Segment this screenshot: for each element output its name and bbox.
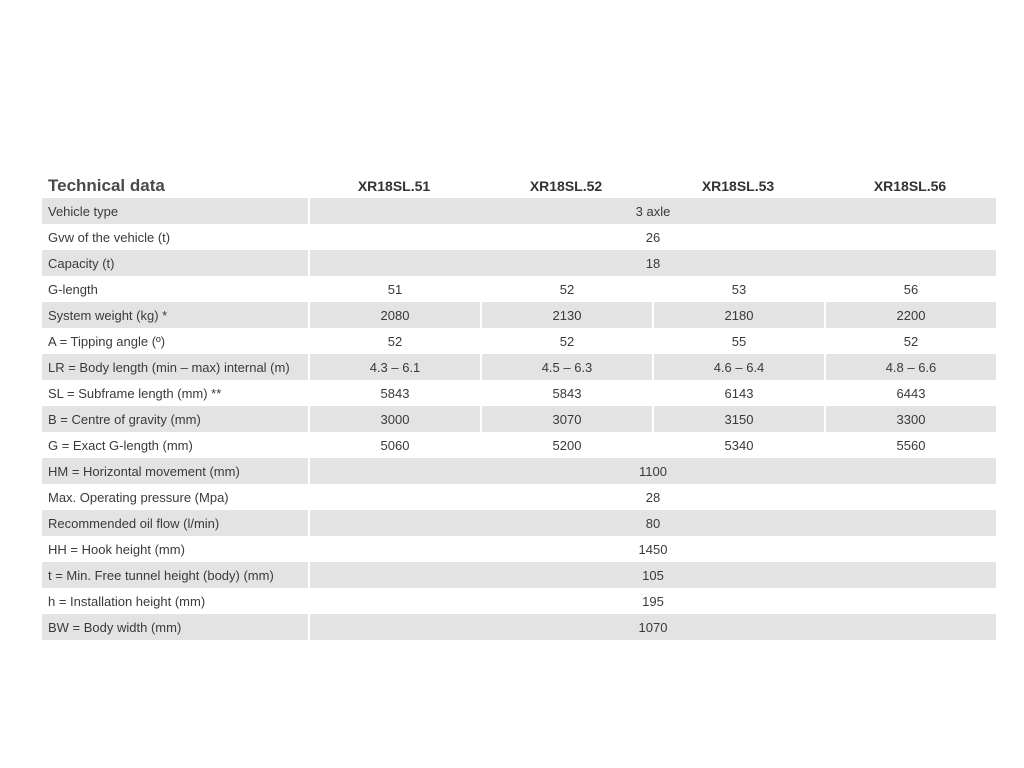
row-value: 4.8 – 6.6 [824,354,996,380]
row-value: 2200 [824,302,996,328]
row-value: 56 [824,276,996,302]
table-row-system-weight [42,302,996,328]
table-row-vehicle-type [42,198,996,224]
row-label: Gvw of the vehicle (t) [48,229,171,245]
row-value: 2080 [308,302,480,328]
table-row-hook-height [42,536,996,562]
row-value: 5060 [308,432,480,458]
table-row-body-length [42,354,996,380]
row-value: 3300 [824,406,996,432]
table-title: Technical data [48,176,165,195]
row-label: A = Tipping angle (º) [48,333,166,349]
row-value: 3150 [652,406,824,432]
model-header-xr18sl-52: XR18SL.52 [529,178,603,194]
row-label: Capacity (t) [48,255,115,271]
row-value: 3 axle [308,198,996,224]
model-header-xr18sl-56: XR18SL.56 [873,178,947,194]
table-row-body-width [42,614,996,640]
row-label: Max. Operating pressure (Mpa) [48,489,229,505]
row-value: 51 [308,276,480,302]
row-value: 1100 [308,458,996,484]
row-value: 5843 [308,380,480,406]
row-label: t = Min. Free tunnel height (body) (mm) [48,567,274,583]
row-value: 28 [308,484,996,510]
table-row-operating-pressure [42,484,996,510]
table-row-gvw [42,224,996,250]
row-value: 80 [308,510,996,536]
row-value: 52 [480,276,652,302]
row-value: 6143 [652,380,824,406]
model-header-xr18sl-53: XR18SL.53 [701,178,775,194]
table-row-exact-g-length [42,432,996,458]
row-value: 6443 [824,380,996,406]
row-value: 26 [308,224,996,250]
table-row-oil-flow [42,510,996,536]
row-label: HM = Horizontal movement (mm) [48,463,240,479]
row-label: h = Installation height (mm) [48,593,206,609]
table-row-installation-height [42,588,996,614]
row-label: Recommended oil flow (l/min) [48,515,220,531]
table-header-row [42,170,996,198]
row-value: 1450 [308,536,996,562]
row-value: 4.6 – 6.4 [652,354,824,380]
row-label: HH = Hook height (mm) [48,541,185,557]
row-label: SL = Subframe length (mm) ** [48,385,222,401]
table-row-capacity [42,250,996,276]
row-value: 105 [308,562,996,588]
row-value: 53 [652,276,824,302]
row-value: 1070 [308,614,996,640]
model-header-xr18sl-51: XR18SL.51 [357,178,431,194]
table-row-subframe-length [42,380,996,406]
row-label: Vehicle type [48,203,119,219]
row-label: B = Centre of gravity (mm) [48,411,201,427]
row-label: System weight (kg) * [48,307,168,323]
row-value: 2130 [480,302,652,328]
row-value: 4.5 – 6.3 [480,354,652,380]
row-value: 5340 [652,432,824,458]
row-value: 195 [308,588,996,614]
row-value: 4.3 – 6.1 [308,354,480,380]
row-value: 52 [480,328,652,354]
table-row-horizontal-movement [42,458,996,484]
technical-data-table [42,170,996,640]
row-value: 5200 [480,432,652,458]
row-value: 18 [308,250,996,276]
row-label: G-length [48,281,98,297]
row-value: 55 [652,328,824,354]
row-value: 5560 [824,432,996,458]
row-value: 52 [308,328,480,354]
row-label: BW = Body width (mm) [48,619,182,635]
row-value: 5843 [480,380,652,406]
row-value: 2180 [652,302,824,328]
row-label: LR = Body length (min – max) internal (m) [48,359,290,375]
table-row-tunnel-height [42,562,996,588]
row-value: 52 [824,328,996,354]
table-row-tipping-angle [42,328,996,354]
row-value: 3070 [480,406,652,432]
row-value: 3000 [308,406,480,432]
row-label: G = Exact G-length (mm) [48,437,193,453]
table-row-centre-of-gravity [42,406,996,432]
table-row-g-length [42,276,996,302]
